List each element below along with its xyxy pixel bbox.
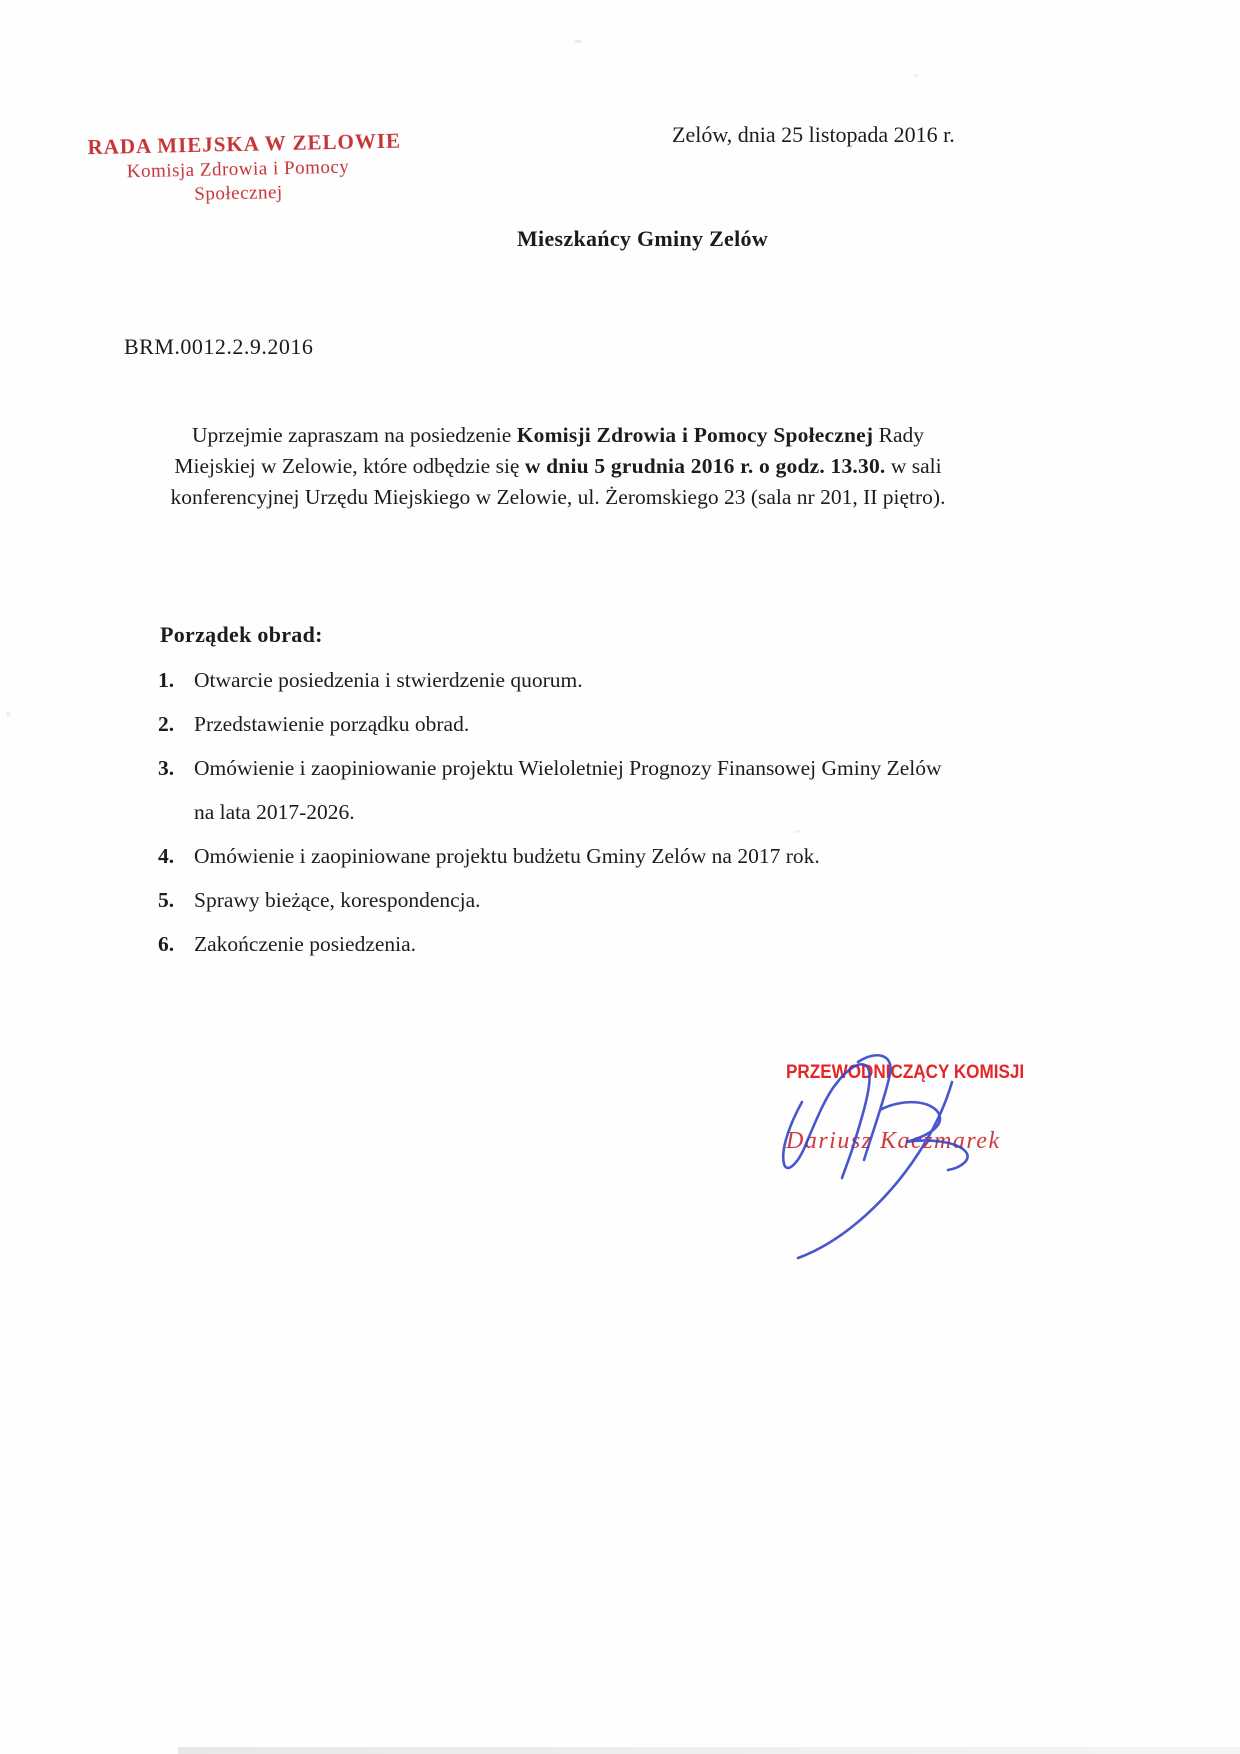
agenda-item: [158, 658, 948, 702]
scan-artifact: [914, 74, 918, 77]
meeting-date-bold: w dniu 5 grudnia 2016 r. o godz. 13.30.: [524, 454, 886, 478]
agenda-item-text: Sprawy bieżące, korespondencja.: [194, 888, 481, 912]
scan-artifact: [6, 712, 11, 717]
agenda-item-text: Otwarcie posiedzenia i stwierdzenie quorum.: [194, 668, 583, 692]
agenda-list: [158, 658, 948, 966]
agenda-item-text: Zakończenie posiedzenia.: [194, 932, 417, 956]
agenda-item: [158, 702, 948, 746]
stamp-committee-name-line1: Komisja Zdrowia i Pomocy: [126, 156, 350, 183]
addressee-heading: Mieszkańcy Gminy Zelów: [516, 226, 769, 251]
invitation-text-segment: Rady Miejskiej w Zelowie, które odbędzie się: [174, 423, 925, 478]
agenda-item-number: 1.: [158, 668, 175, 692]
agenda-item: [158, 878, 948, 922]
scan-artifact: [795, 830, 800, 833]
place-and-date-line: Zelów, dnia 25 listopada 2016 r.: [672, 122, 955, 147]
invitation-text-segment: Uprzejmie zapraszam na posiedzenie: [191, 423, 517, 447]
council-committee-stamp: [87, 128, 402, 208]
stamp-council-name: RADA MIEJSKA W ZELOWIE: [87, 128, 402, 160]
agenda-item: [158, 746, 948, 834]
scan-artifact: [574, 40, 582, 43]
agenda-item-number: 5.: [158, 888, 175, 912]
agenda-item-number: 4.: [158, 844, 175, 868]
agenda-item: [158, 834, 948, 878]
invitation-text-segment: w sali konferencyjnej Urzędu Miejskiego w Zelowie, ul. Żeromskiego 23 (sala nr 201, II piętro).: [170, 454, 946, 509]
agenda-heading: Porządek obrad:: [160, 622, 323, 647]
agenda-item: [158, 922, 948, 966]
agenda-item-text: Omówienie i zaopiniowane projektu budżetu Gminy Zelów na 2017 rok.: [194, 844, 820, 868]
stamp-committee-name-line2: Społecznej: [194, 182, 283, 205]
agenda-item-number: 6.: [158, 932, 175, 956]
committee-name-bold: Komisji Zdrowia i Pomocy Społecznej: [516, 423, 874, 447]
scan-edge-streak: [178, 1747, 1240, 1754]
chairman-stamp-title: PRZEWODNICZĄCY KOMISJI: [786, 1062, 1025, 1083]
agenda-item-text: Omówienie i zaopiniowanie projektu Wieloletniej Prognozy Finansowej Gminy Zelów na lata 2017-2026.: [194, 756, 942, 824]
invitation-paragraph: [150, 420, 966, 513]
agenda-item-text: Przedstawienie porządku obrad.: [194, 712, 470, 736]
chairman-stamp-name: Dariusz Kaczmarek: [786, 1128, 1001, 1154]
agenda-item-number: 3.: [158, 756, 175, 780]
agenda-item-number: 2.: [158, 712, 175, 736]
reference-number: BRM.0012.2.9.2016: [124, 334, 314, 359]
